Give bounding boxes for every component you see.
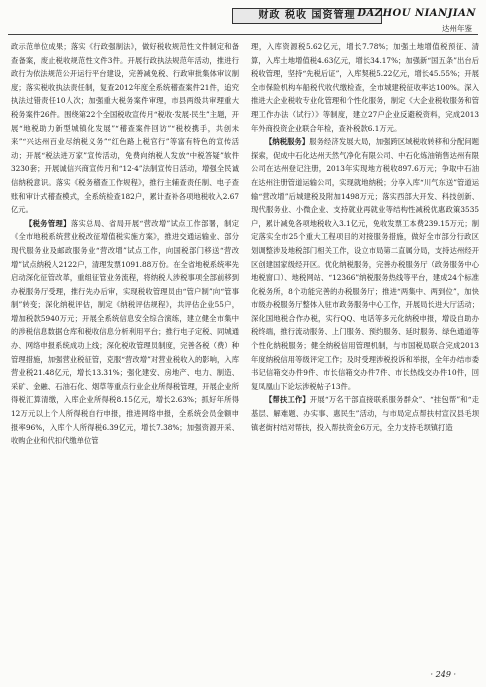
section-heading-assistance-work: 【帮扶工作】: [265, 395, 310, 405]
paragraph-tax-service: [251, 135, 479, 393]
right-column: [251, 40, 479, 660]
section-body: 落实总局、省局开展“营改增”试点工作部署，制定《全市地税系统营业税改征增值税实施方案》，推进交通运输业、部分现代服务业及邮政服务业“营改增”试点工作，向国税部门移送“营改增”试点纳税人2122户，清理发票1091.88万份。在全省地税系统率先启动深化征管改革，重组征管业务流程，将纳税人涉税事项全部前移到办税服务厅受理，推行先办后审，实现税收管理员由“管户制”向“管事制”转变；深化纳税评估，制定《纳税评估规程》，共评估企业55户，增加税款5940万元；开展全系统信息安全综合演练，建立健全市集中的涉税信息数据仓库和税收信息分析利用平台；推行电子定税、同城通办、网络申报系统成功上线；深化税收管理员制度，完善各税（费）种管理措施，加强营业税征管，克服“营改增”对营业税收入的影响，入库营业税21.48亿元，增长13.31%；强化建安、房地产、电力、制造、采矿、金融、石油石化、烟草等重点行业企业所得税管理，开展企业所得税汇算清缴，入库企业所得税8.15亿元，增长2.63%；抓好年所得12万元以上个人所得税自行申报，推进网络申报，全系统会员金额申报率96%，入库个人所得税6.39亿元，增长7.38%；加强资源开采、收购企业和代扣代缴单位管: [11, 218, 239, 446]
section-body: 开展“万名干部直接联系服务群众”、“挂包帮”和“走基层、解难题、办实事、惠民生”活动，与市局定点帮扶村宣汉县毛坝镇老街村结对帮扶，投入帮扶资金6万元，全力支持毛坝镇打造: [251, 395, 479, 432]
paragraph-tax-management: [11, 217, 239, 448]
page-number: · 249 ·: [430, 670, 456, 679]
page-header: [8, 7, 478, 33]
paragraph-continued: 理，入库资源税5.62亿元，增长7.78%；加强土地增值税预征、清算，入库土地增值税4.63亿元，增长34.17%；加强新“国五条”出台后税收管理，坚持“先税后证”，入库契税5.22亿元，增长45.55%；开展全市保险机构车船税代收代缴检查，全市城建税征收率达100%。深入推进大企业税收专业化管理和个性化服务，制定《大企业税收服务和管理工作办法（试行）》等制度，建立27户企业反避税资料，完成2013年外商投资企业联合年检，查补税款6.1万元。: [251, 42, 479, 133]
section-heading-tax-service: 【纳税服务】: [265, 137, 310, 147]
header-divider: [8, 34, 478, 35]
section-title-box: 财政 税收 国资管理: [232, 8, 382, 24]
yearbook-english-title: DAZHOU NIANJIAN: [357, 8, 476, 19]
paragraph-assistance-work: [251, 393, 479, 434]
section-body: 服务经济发展大局，加强跨区域税收转移和分配问题探索，促成中石化达州天然气净化有限公司、中石化炼油销售达州有限公司在达州登记注册，2013年实现地方税收897.6万元；争取中石油在达州注册管道运输公司，实现就地纳税；分享入库“川气东送”管道运输“营改增”后城建税及附加1498万元；落实西部大开发、科技创新、现代服务业、小微企业、支持就业再就业等结构性减税优惠政策3535户，累计减免各项地税收入3.1亿元，免收发票工本费239.15万元；制定落实全市25个重大工程项目的对接服务措施，做好全市部分行政区划调整涉及地税部门相关工作，设立市局第二直属分局，支持达州经开区创建国家级经开区。优化纳税服务，完善办税服务厅（政务服务中心地税窗口）、地税网站、“12366”纳税服务热线等平台，建成24个标准化税务所，8个功能完善的办税服务厅；推进“两集中、两到位”，加快市级办税服务厅整体入驻市政务服务中心工作，开展局长进大厅活动；深化国地税合作办税，实行QQ、电话等多元化纳税申报，增设自助办税终端，推行流动服务、上门服务、预约服务、延时服务、绿色通道等个性化纳税服务；健全纳税信用管理机制，与市国税局联合完成2013年度纳税信用等级评定工作；及时受理涉税投诉和举报，全年办结市委书记信箱交办件9件、市长信箱交办件7件、市长热线交办件10件，回复凤凰山下论坛涉税帖子13件。: [251, 137, 479, 391]
section-heading-tax-management: 【税务管理】: [25, 218, 71, 228]
yearbook-subtitle: 达州年鉴: [442, 24, 472, 33]
paragraph-continued: 政示范单位成果；落实《行政强制法》，做好税收规范性文件制定和备查备案，废止税收规范性文件3件。开展行政执法规范年活动，推进行政行为依法规范公开运行平台建设，完善减免税、行政审批集体审议制度；落实税收执法责任制，复查2012年度全系统稽查案件21件，追究执法过错责任10人次；加强重大税务案件审理，市县两级共审理重大税务案件26件。围绕第22个全国税收宣传月“税收·发展·民生”主题，开展“地税助力新型城镇化发展”“稽查案件回访”“税校携手，共创未来”“兴达州百业尽纳税义务”“红色路上税官行”等富有特色的宣传活动；开展“税法进万家”宣传活动，免费向纳税人发放“中税答疑”软件3230套；开展诚信兴商宣传月和“12·4”法制宣传日活动，增强全民诚信纳税意识。落实《税务稽查工作规程》，推行主辅查责任制、电子查账和审计式稽查模式，全系统检查182户，累计查补各项地税收入2.67亿元。: [11, 42, 239, 215]
left-column: [11, 40, 239, 660]
